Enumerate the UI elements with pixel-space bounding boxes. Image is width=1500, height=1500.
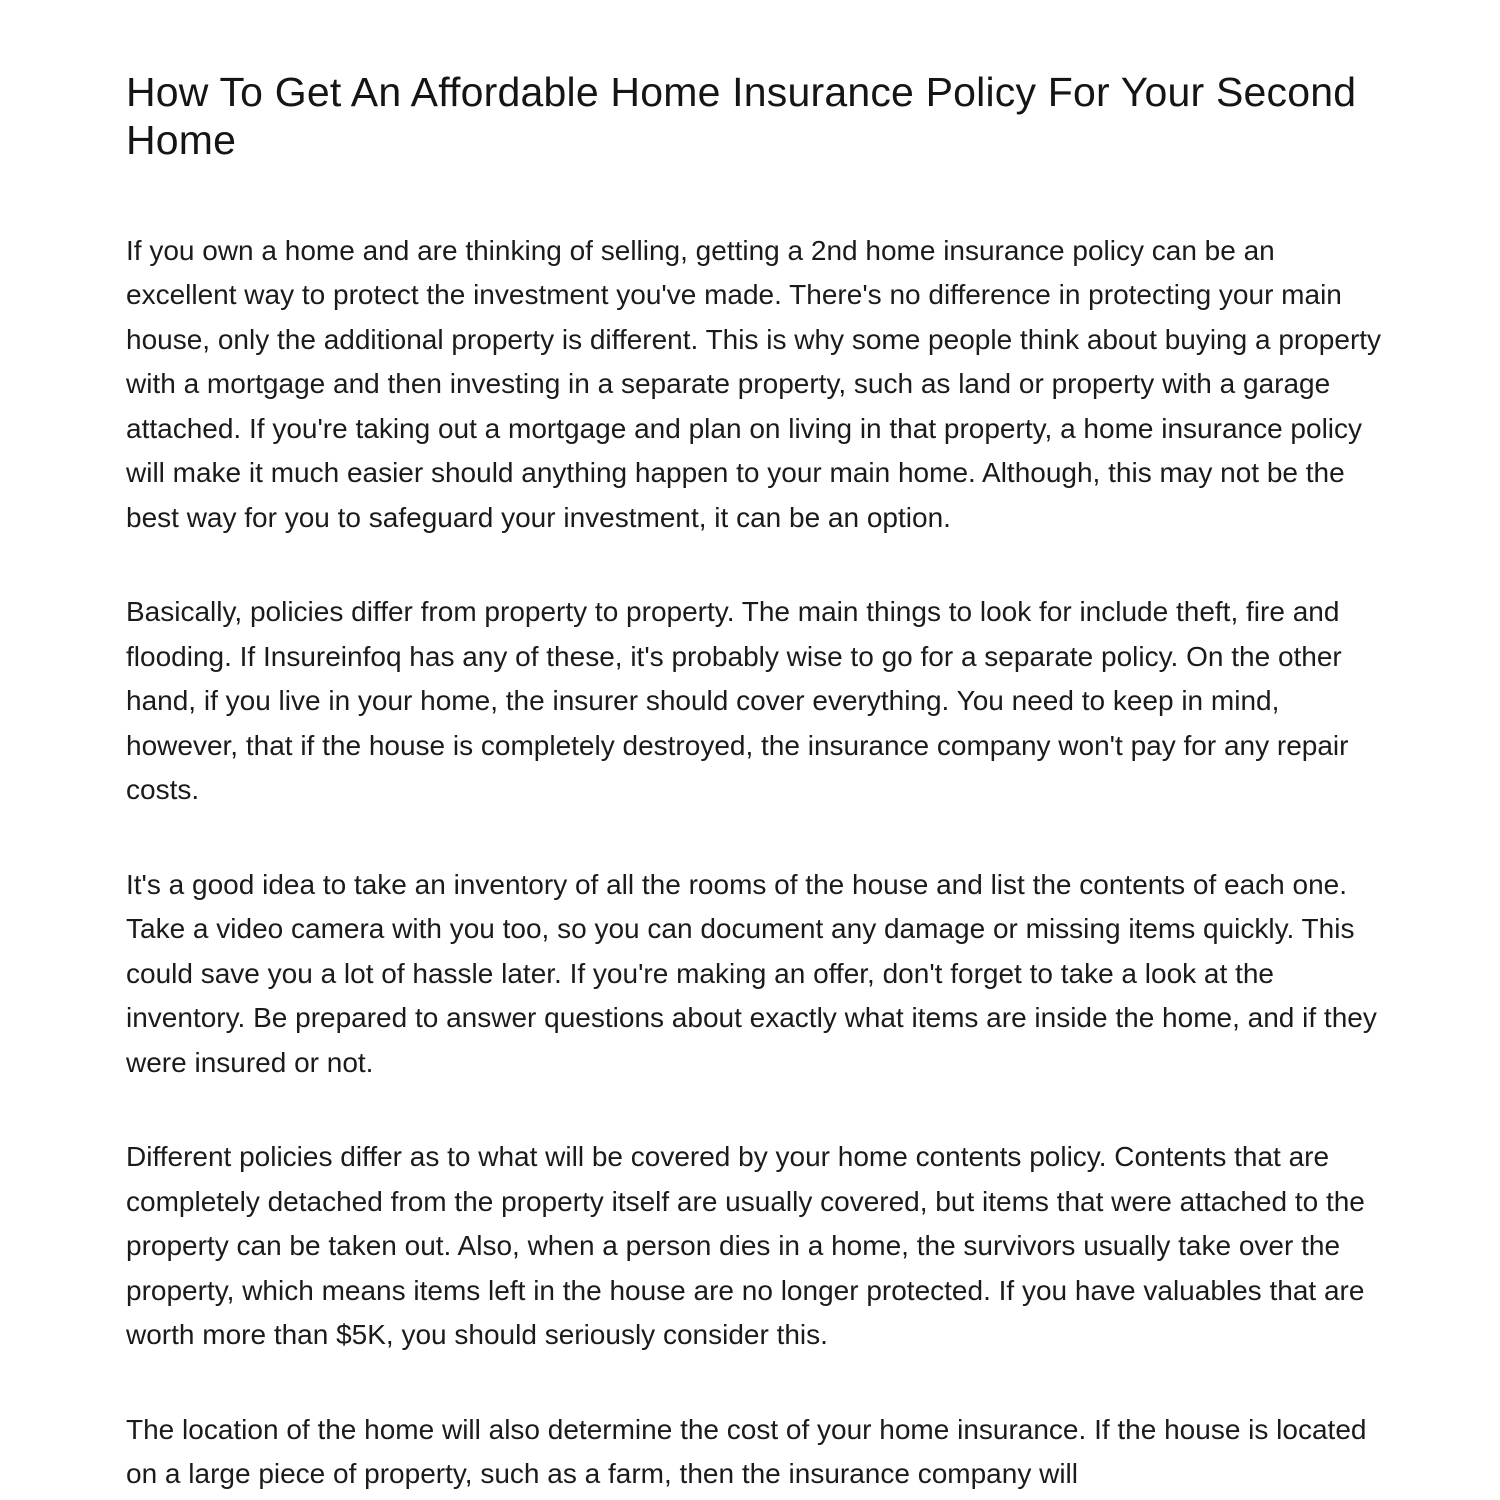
paragraph-5-truncated: The location of the home will also determine the cost of your home insurance. If the house is located on a large piece of property, such as a farm, then the insurance company will xyxy=(126,1413,1367,1490)
paragraph-4: Different policies differ as to what will be covered by your home contents policy. Contents that are completely detached from the property itself are usually covered, but items that were attached to the property can be taken out. Also, when a person dies in a home, the survivors usually take over the property, which means items left in the house are no longer protected. If you have valuables that are worth more than $5K, you should seriously consider this. xyxy=(126,1141,1365,1351)
page-title: How To Get An Affordable Home Insurance Policy For Your Second Home xyxy=(126,69,1357,164)
paragraph-1: If you own a home and are thinking of selling, getting a 2nd home insurance policy can be an excellent way to protect the investment you've made. There's no difference in protecting your main house, only the additional property is different. This is why some people think about buying a property with a mortgage and then investing in a separate property, such as land or property with a garage attached. If you're taking out a mortgage and plan on living in that property, a home insurance policy will make it much easier should anything happen to your main home. Although, this may not be the best way for you to safeguard your investment, it can be an option. xyxy=(126,234,1382,533)
paragraph-3: It's a good idea to take an inventory of all the rooms of the house and list the contents of each one. Take a video camera with you too, so you can document any damage or missing items quickly. This could save you a lot of hassle later. If you're making an offer, don't forget to take a look at the inventory. Be prepared to answer questions about exactly what items are inside the home, and if they were insured or not. xyxy=(126,868,1377,1078)
paragraph-2: Basically, policies differ from property to property. The main things to look for include theft, fire and flooding. If Insureinfoq has any of these, it's probably wise to go for a separate policy. On the other hand, if you live in your home, the insurer should cover everything. You need to keep in mind, however, that if the house is completely destroyed, the insurance company won't pay for any repair costs. xyxy=(126,596,1349,806)
